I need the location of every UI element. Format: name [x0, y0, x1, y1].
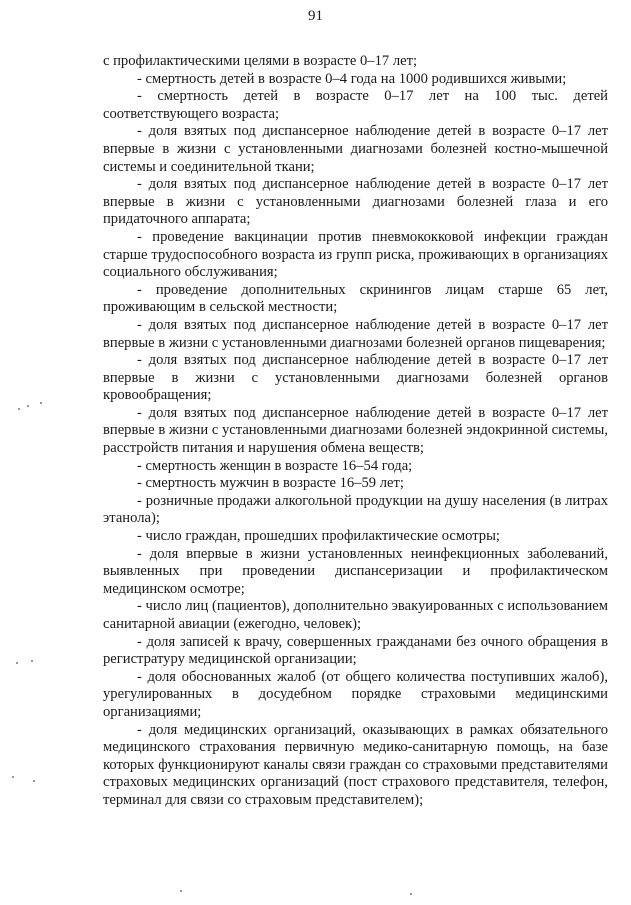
scan-speck [31, 660, 33, 662]
scan-speck [27, 405, 29, 407]
scan-speck [12, 776, 14, 778]
scan-speck [33, 780, 35, 782]
paragraph: - доля взятых под диспансерное наблюдение детей в возрасте 0–17 лет впервые в жизни с установленными диагнозами болезней эндокринной системы, расстройств питания и нарушения обмена веществ; [103, 404, 608, 457]
scan-speck [40, 402, 42, 404]
paragraph: - доля взятых под диспансерное наблюдение детей в возрасте 0–17 лет впервые в жизни с установленными диагнозами болезней органов пищеварения; [103, 316, 608, 351]
paragraph: - доля взятых под диспансерное наблюдение детей в возрасте 0–17 лет впервые в жизни с установленными диагнозами болезней костно-мышечной системы и соединительной ткани; [103, 123, 608, 175]
paragraph: - смертность детей в возрасте 0–17 лет на 100 тыс. детей соответствующего возраста; [103, 88, 608, 122]
paragraph: - розничные продажи алкогольной продукции на душу населения (в литрах этанола); [103, 492, 608, 527]
document-body [103, 53, 608, 810]
paragraph: - доля взятых под диспансерное наблюдение детей в возрасте 0–17 лет впервые в жизни с установленными диагнозами болезней органов кровообращения; [103, 352, 608, 404]
paragraph: - смертность детей в возрасте 0–4 года на 1000 родившихся живыми; [137, 70, 567, 87]
paragraph: - проведение вакцинации против пневмококковой инфекции граждан старше трудоспособного возраста из групп риска, проживающих в организациях социального обслуживания; [103, 228, 608, 281]
paragraph: - доля впервые в жизни установленных неинфекционных заболеваний, выявленных при проведении диспансеризации и профилактическом медицинском осмотре; [103, 545, 608, 597]
paragraph: с профилактическими целями в возрасте 0–17 лет; [103, 53, 418, 69]
scan-speck [18, 408, 20, 410]
paragraph: - смертность мужчин в возрасте 16–59 лет; [137, 475, 404, 492]
scan-speck [180, 890, 182, 892]
paragraph: - смертность женщин в возрасте 16–54 года; [137, 457, 413, 474]
paragraph: - доля обоснованных жалоб (от общего количества поступивших жалоб), урегулированных в досудебном порядке страховыми медицинскими организациями; [103, 668, 608, 720]
paragraph: - число лиц (пациентов), дополнительно эвакуированных с использованием санитарной авиации (ежегодно, человек); [103, 598, 608, 632]
scan-speck [16, 662, 18, 664]
paragraph: - доля записей к врачу, совершенных гражданами без очного обращения в регистратуру медицинской организации; [103, 633, 608, 668]
page-number: 91 [308, 8, 323, 24]
paragraph: - проведение дополнительных скринингов лицам старше 65 лет, проживающим в сельской местности; [103, 281, 608, 316]
paragraph: - доля взятых под диспансерное наблюдение детей в возрасте 0–17 лет впервые в жизни с установленными диагнозами болезней глаза и его придаточного аппарата; [103, 176, 608, 228]
paragraph: - доля медицинских организаций, оказывающих в рамках обязательного медицинского страхования первичную медико-санитарную помощь, на базе которых функционируют каналы связи граждан со страховыми представителями страховых медицинских организаций (пост страхового представителя, телефон, терминал для связи со страховым представителем); [103, 721, 608, 808]
scan-speck [410, 893, 412, 895]
paragraph: - число граждан, прошедших профилактические осмотры; [137, 528, 500, 545]
